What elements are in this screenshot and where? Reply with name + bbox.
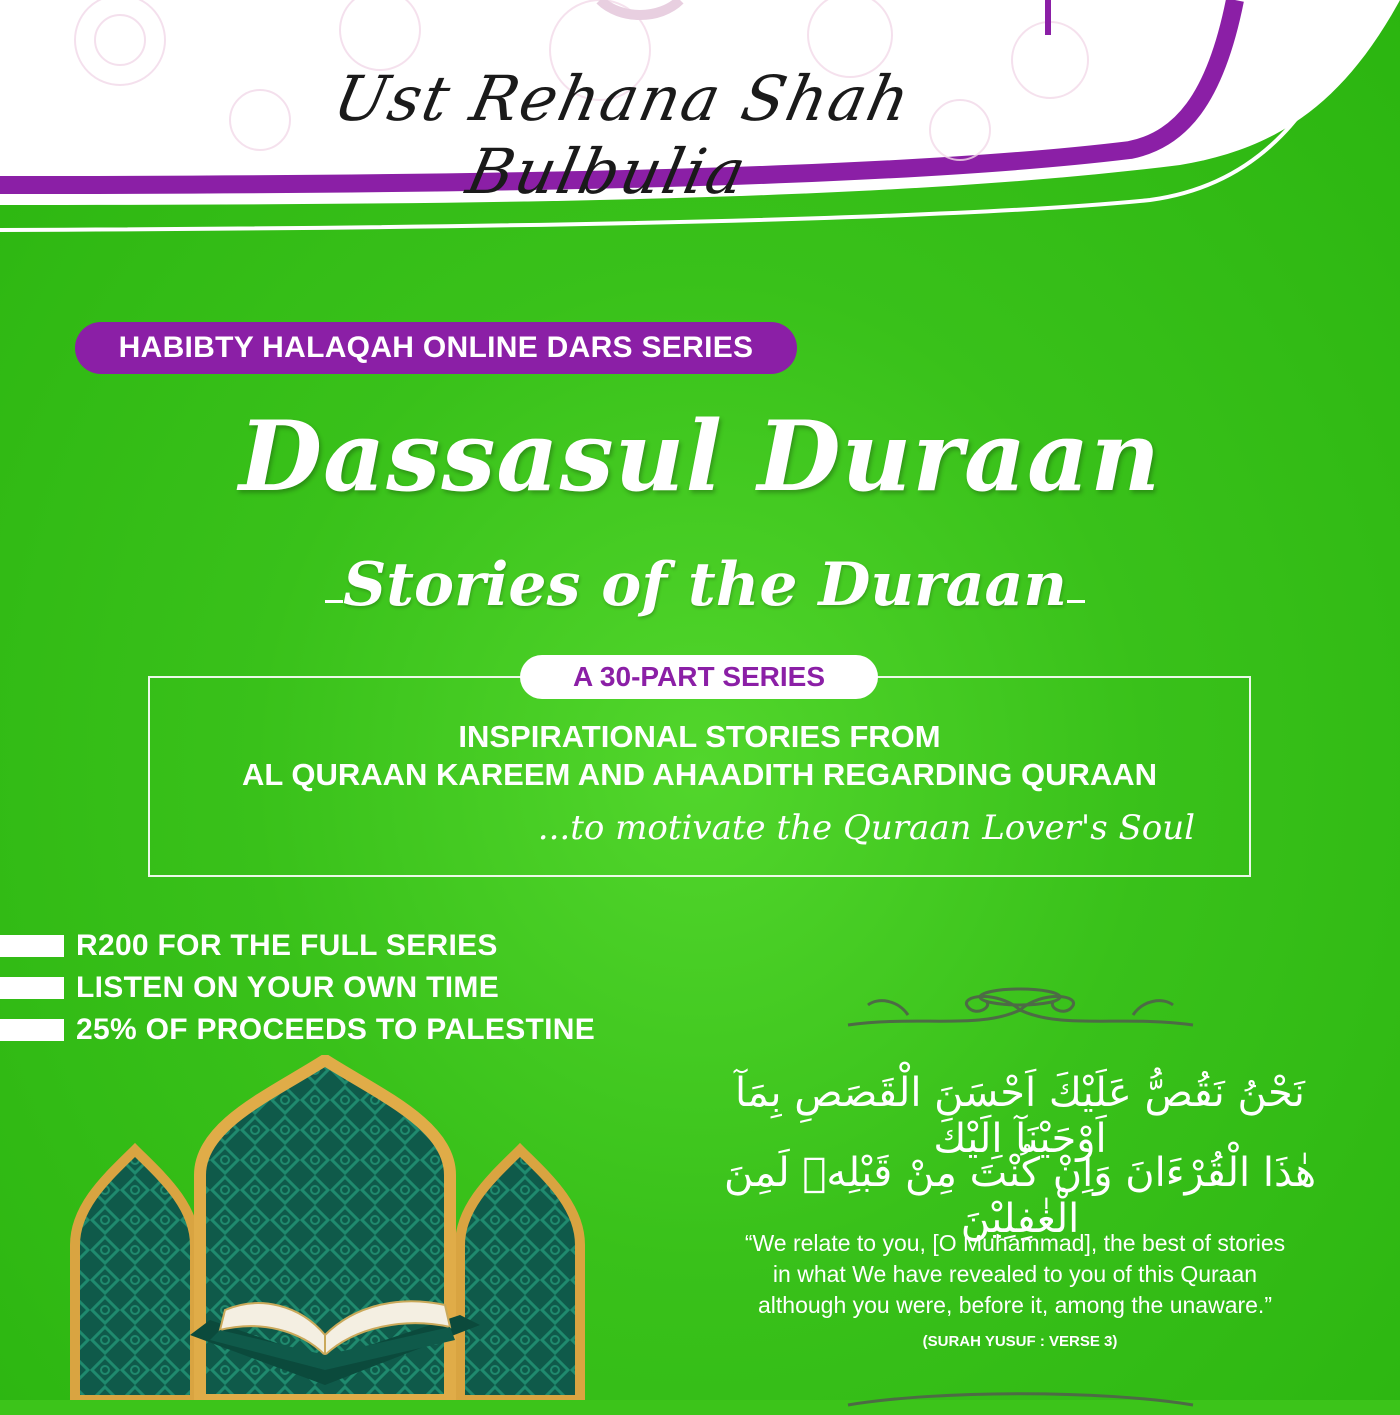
bullet-bar: [0, 977, 64, 999]
translation-line: “We relate to you, [O Muhammad], the best of stories: [744, 1230, 1286, 1256]
info-line-2: AL QURAAN KAREEM AND AHAADITH REGARDING QURAAN: [241, 757, 1158, 792]
feature-text: LISTEN ON YOUR OWN TIME: [76, 971, 500, 1004]
verse-translation: [680, 1228, 1350, 1321]
feature-text: R200 FOR THE FULL SERIES: [76, 929, 498, 962]
ornament-divider-icon: [838, 985, 1203, 1035]
subtitle-left-rule: [325, 600, 343, 603]
speaker-name: Ust Rehana Shah Bulbulia: [327, 62, 918, 208]
series-badge: HABIBTY HALAQAH ONLINE DARS SERIES: [75, 322, 797, 374]
feature-item: [0, 1009, 595, 1051]
part-count-badge: A 30-PART SERIES: [520, 655, 878, 699]
bullet-bar: [0, 1019, 64, 1041]
feature-text: 25% OF PROCEEDS TO PALESTINE: [76, 1013, 596, 1046]
subtitle-right-rule: [1067, 600, 1085, 603]
mosque-quran-icon: [60, 1055, 600, 1400]
info-tagline: ...to motivate the Quraan Lover's Soul: [537, 808, 1195, 848]
verse-arabic-line-1: نَحْنُ نَقُصُّ عَلَيْكَ اَحْسَنَ الْقَصَصِ بِمَآ اَوْحَيْنَآ اِلَيْكَ: [735, 1070, 1305, 1162]
subtitle-row: [325, 540, 1085, 630]
feature-list: [0, 925, 595, 1051]
verse-arabic-line-2: هٰذَا الْقُرْءَانَ وَاِنْ كُنْتَ مِنْ قَبْلِهٖ لَمِنَ الْغٰفِلِيْنَ: [723, 1150, 1317, 1242]
page-title: Dassasul Duraan: [238, 400, 1162, 513]
ornament-divider-bottom-icon: [838, 1385, 1203, 1415]
info-line-1: INSPIRATIONAL STORIES FROM: [458, 719, 941, 754]
translation-line: in what We have revealed to you of this Quraan: [772, 1261, 1258, 1287]
bullet-bar: [0, 935, 64, 957]
feature-item: [0, 925, 595, 967]
page-subtitle: Stories of the Duraan: [342, 550, 1068, 620]
translation-line: although you were, before it, among the unaware.”: [758, 1292, 1272, 1318]
verse-reference: (SURAH YUSUF : VERSE 3): [922, 1333, 1118, 1350]
feature-item: [0, 967, 595, 1009]
